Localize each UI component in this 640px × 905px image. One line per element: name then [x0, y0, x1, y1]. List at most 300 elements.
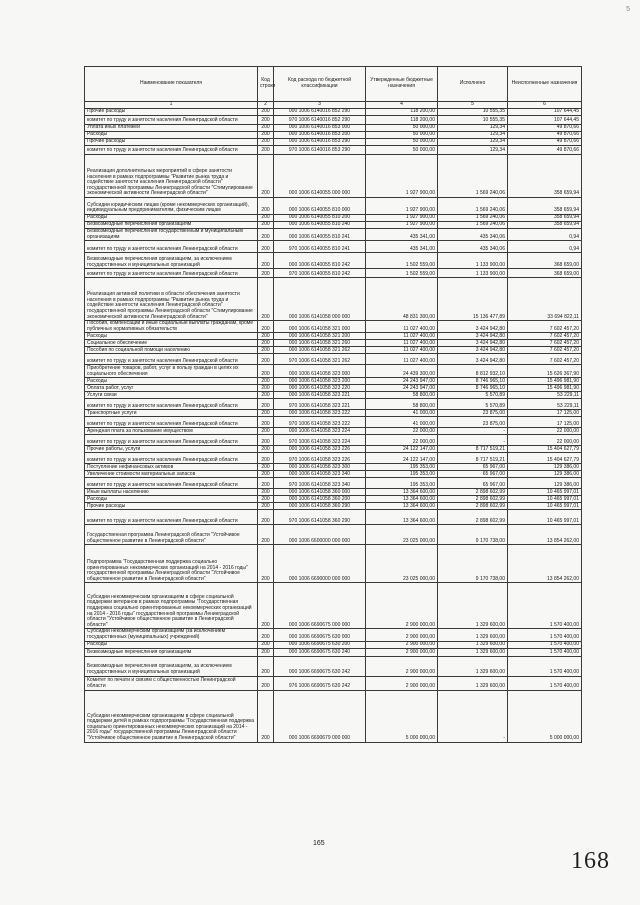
row-line-code: 200	[258, 378, 274, 385]
table-row	[85, 629, 582, 641]
table-row	[85, 435, 582, 446]
row-line-code: 200	[258, 222, 274, 229]
row-name: Расходы	[85, 641, 258, 648]
row-line-code: 200	[258, 132, 274, 139]
row-unexecuted: 13 854 262,00	[508, 525, 582, 545]
row-unexecuted: 1 570 400,00	[508, 676, 582, 690]
row-line-code: 200	[258, 545, 274, 583]
table-row	[85, 340, 582, 347]
row-unexecuted: 49 870,66	[508, 125, 582, 132]
row-unexecuted: 13 854 262,00	[508, 545, 582, 583]
column-number: 3	[274, 102, 366, 109]
row-unexecuted: 0,94	[508, 229, 582, 241]
row-approved: 24 122 147,00	[366, 453, 438, 464]
row-executed: 1 329 600,00	[438, 676, 508, 690]
table-row	[85, 676, 582, 690]
row-executed: 65 967,00	[438, 478, 508, 489]
row-executed: 8 746 965,10	[438, 385, 508, 392]
row-kbk: 000 1006 6141058 323 340	[274, 471, 366, 478]
row-line-code: 200	[258, 385, 274, 392]
table-row	[85, 641, 582, 648]
row-line-code: 200	[258, 354, 274, 365]
table-row	[85, 503, 582, 510]
row-line-code: 200	[258, 215, 274, 222]
row-line-code: 200	[258, 676, 274, 690]
row-approved: 2 900 000,00	[366, 629, 438, 641]
row-name: Транспортные услуги	[85, 410, 258, 417]
row-name: комитет по труду и занятости населения Ленинградской области	[85, 399, 258, 410]
row-kbk: 000 1006 6141058 360 290	[274, 503, 366, 510]
column-number: 6	[508, 102, 582, 109]
row-unexecuted: 368 659,00	[508, 269, 582, 278]
row-executed: 1 329 600,00	[438, 629, 508, 641]
row-executed: 2 898 602,99	[438, 510, 508, 525]
table-row	[85, 347, 582, 354]
table-header-row	[85, 67, 582, 102]
row-approved: 23 025 000,00	[366, 525, 438, 545]
column-number: 2	[258, 102, 274, 109]
row-kbk: 970 1006 6140055 810 242	[274, 269, 366, 278]
row-name: Прочие расходы	[85, 109, 258, 116]
table-row	[85, 446, 582, 453]
row-unexecuted: 7 602 457,20	[508, 340, 582, 347]
row-line-code: 200	[258, 253, 274, 269]
row-name: Субсидии некоммерческим организациям в сфере социальной поддержки детей в рамках подпрограммы "Государственная поддержка социально ориентированных некоммерческих организаций на 2014 - 2016 годы" государственной программы Ленинградской области "Устойчивое общественное развитие в Ленинградской области"	[85, 690, 258, 742]
table-row	[85, 198, 582, 215]
row-executed: 1 569 240,06	[438, 198, 508, 215]
row-kbk: 000 1006 6141058 323 000	[274, 365, 366, 378]
row-unexecuted: 49 870,66	[508, 132, 582, 139]
table-row	[85, 453, 582, 464]
row-kbk: 000 1006 6140016 853 000	[274, 125, 366, 132]
row-line-code: 200	[258, 241, 274, 253]
row-name: комитет по труду и занятости населения Ленинградской области	[85, 241, 258, 253]
table-row	[85, 155, 582, 198]
row-approved: 13 364 600,00	[366, 503, 438, 510]
row-executed: 65 967,00	[438, 471, 508, 478]
row-line-code: 200	[258, 496, 274, 503]
row-approved: 13 364 600,00	[366, 510, 438, 525]
table-row	[85, 428, 582, 435]
row-name: Увеличение стоимости материальных запасов	[85, 471, 258, 478]
table-row	[85, 139, 582, 146]
row-kbk: 000 1006 6140016 852 290	[274, 109, 366, 116]
row-kbk: 970 1006 6140016 852 290	[274, 116, 366, 125]
row-executed: 3 424 942,80	[438, 333, 508, 340]
row-kbk: 000 1006 6690000 000 000	[274, 545, 366, 583]
row-unexecuted: 10 465 997,01	[508, 510, 582, 525]
row-executed: 5 570,89	[438, 392, 508, 399]
row-name: Расходы	[85, 496, 258, 503]
row-executed: 1 569 240,06	[438, 222, 508, 229]
row-kbk: 000 1006 6140016 853 290	[274, 139, 366, 146]
row-executed: 8 812 932,10	[438, 365, 508, 378]
row-executed: 129,34	[438, 139, 508, 146]
row-executed: 1 329 600,00	[438, 656, 508, 676]
row-executed: 3 424 942,80	[438, 340, 508, 347]
row-line-code: 200	[258, 347, 274, 354]
table-row	[85, 478, 582, 489]
row-name: комитет по труду и занятости населения Ленинградской области	[85, 146, 258, 155]
row-unexecuted: 0,94	[508, 241, 582, 253]
row-kbk: 000 1006 6140016 853 200	[274, 132, 366, 139]
row-executed: 23 875,00	[438, 410, 508, 417]
row-executed: 8 717 519,21	[438, 453, 508, 464]
row-line-code: 200	[258, 648, 274, 656]
row-name: Расходы	[85, 333, 258, 340]
row-name: Прочие работы, услуги	[85, 446, 258, 453]
row-name: Субсидии некоммерческим организациям в сфере социальной поддержки ветеранов в рамках подпрограммы "Государственная поддержка социально ориентированных некоммерческих организаций на 2014 - 2016 годы" государственной программы Ленинградской области "Устойчивое общественное развитие в Ленинградской области"	[85, 583, 258, 629]
row-approved: 50 000,00	[366, 139, 438, 146]
row-approved: 2 900 000,00	[366, 656, 438, 676]
row-executed: 2 898 602,99	[438, 489, 508, 496]
row-executed: -	[438, 428, 508, 435]
row-kbk: 000 1006 6140055 810 240	[274, 222, 366, 229]
row-approved: 41 000,00	[366, 417, 438, 428]
row-approved: 24 122 147,00	[366, 446, 438, 453]
row-name: комитет по труду и занятости населения Ленинградской области	[85, 354, 258, 365]
row-executed: 10 555,35	[438, 109, 508, 116]
row-unexecuted: 15 496 981,90	[508, 378, 582, 385]
row-unexecuted: 49 870,66	[508, 146, 582, 155]
row-approved: 22 000,00	[366, 435, 438, 446]
row-name: комитет по труду и занятости населения Ленинградской области	[85, 269, 258, 278]
row-kbk: 976 1006 6690675 630 242	[274, 676, 366, 690]
row-name: Услуги связи	[85, 392, 258, 399]
header-approved: Утвержденные бюджетные назначения	[366, 67, 438, 102]
table-row	[85, 354, 582, 365]
row-unexecuted: 17 125,00	[508, 417, 582, 428]
row-approved: 24 243 947,00	[366, 378, 438, 385]
row-line-code: 200	[258, 489, 274, 496]
row-approved: 1 502 559,00	[366, 253, 438, 269]
row-line-code: 200	[258, 641, 274, 648]
row-line-code: 200	[258, 116, 274, 125]
row-kbk: 000 1006 6140055 000 000	[274, 155, 366, 198]
row-executed: 15 136 477,89	[438, 278, 508, 321]
row-unexecuted: 53 229,11	[508, 392, 582, 399]
row-approved: 24 439 300,00	[366, 365, 438, 378]
row-kbk: 000 1006 6140055 810 241	[274, 229, 366, 241]
table-row	[85, 510, 582, 525]
row-line-code: 200	[258, 410, 274, 417]
row-approved: 1 502 559,00	[366, 269, 438, 278]
row-approved: 118 200,00	[366, 109, 438, 116]
row-line-code: 200	[258, 155, 274, 198]
row-line-code: 200	[258, 139, 274, 146]
row-approved: 13 364 600,00	[366, 489, 438, 496]
row-executed: 129,34	[438, 125, 508, 132]
row-executed: 1 569 240,06	[438, 155, 508, 198]
row-unexecuted: 129 386,00	[508, 471, 582, 478]
row-executed: 129,34	[438, 132, 508, 139]
row-kbk: 000 1006 6690675 630 200	[274, 641, 366, 648]
row-unexecuted: 33 694 822,11	[508, 278, 582, 321]
row-kbk: 970 1006 6141058 360 290	[274, 510, 366, 525]
page-number: 165	[313, 840, 325, 847]
row-line-code: 200	[258, 125, 274, 132]
row-kbk: 970 1006 6140055 810 241	[274, 241, 366, 253]
row-line-code: 200	[258, 428, 274, 435]
row-executed: 1 133 900,00	[438, 253, 508, 269]
row-unexecuted: 15 496 981,90	[508, 385, 582, 392]
column-number: 1	[85, 102, 258, 109]
row-name: Расходы	[85, 378, 258, 385]
row-unexecuted: 129 386,00	[508, 478, 582, 489]
table-row	[85, 471, 582, 478]
table-row	[85, 410, 582, 417]
header-kbk: Код расхода по бюджетной классификации	[274, 67, 366, 102]
row-unexecuted: 5 000 000,00	[508, 690, 582, 742]
row-approved: 2 900 000,00	[366, 648, 438, 656]
row-unexecuted: 22 000,00	[508, 428, 582, 435]
row-kbk: 000 1006 6690679 000 000	[274, 690, 366, 742]
row-executed: 435 340,06	[438, 241, 508, 253]
row-unexecuted: 107 644,45	[508, 116, 582, 125]
row-unexecuted: 15 404 627,79	[508, 446, 582, 453]
row-unexecuted: 1 570 400,00	[508, 583, 582, 629]
row-line-code: 200	[258, 269, 274, 278]
row-name: Оплата работ, услуг	[85, 385, 258, 392]
row-approved: 58 800,00	[366, 392, 438, 399]
row-line-code: 200	[258, 399, 274, 410]
row-approved: 48 831 300,00	[366, 278, 438, 321]
row-name: Реализация активной политики в области обеспечения занятости населения в рамках подпрограммы "Развитие рынка труда и содействие занятости населения Ленинградской области" государственной программы Ленинградской области "Стимулирование экономической активности Ленинградской области"	[85, 278, 258, 321]
row-name: комитет по труду и занятости населения Ленинградской области	[85, 435, 258, 446]
row-name: комитет по труду и занятости населения Ленинградской области	[85, 417, 258, 428]
table-row	[85, 241, 582, 253]
column-number: 4	[366, 102, 438, 109]
row-unexecuted: 1 570 400,00	[508, 641, 582, 648]
row-approved: 11 027 400,00	[366, 321, 438, 333]
row-approved: 23 025 000,00	[366, 545, 438, 583]
row-unexecuted: 7 602 457,20	[508, 354, 582, 365]
row-approved: 2 900 000,00	[366, 583, 438, 629]
row-unexecuted: 53 229,11	[508, 399, 582, 410]
row-name: Прочие расходы	[85, 139, 258, 146]
row-executed: 5 570,89	[438, 399, 508, 410]
row-approved: 2 900 000,00	[366, 641, 438, 648]
row-kbk: 000 1006 6141058 321 262	[274, 347, 366, 354]
row-approved: 1 927 900,00	[366, 155, 438, 198]
row-kbk: 000 1006 6690675 630 000	[274, 629, 366, 641]
row-name: Расходы	[85, 215, 258, 222]
row-approved: 195 353,00	[366, 464, 438, 471]
row-kbk: 000 1006 6141058 000 000	[274, 278, 366, 321]
row-approved: 13 364 600,00	[366, 496, 438, 503]
table-row	[85, 648, 582, 656]
row-unexecuted: 1 570 400,00	[508, 656, 582, 676]
row-approved: 435 341,00	[366, 241, 438, 253]
row-line-code: 200	[258, 446, 274, 453]
row-name: комитет по труду и занятости населения Ленинградской области	[85, 116, 258, 125]
table-row	[85, 656, 582, 676]
row-line-code: 200	[258, 453, 274, 464]
table-row	[85, 321, 582, 333]
row-name: Подпрограмма "Государственная поддержка социально ориентированных некоммерческих организаций на 2014 - 2016 годы" государственной программы Ленинградской области "Устойчивое общественное развитие в Ленинградской области"	[85, 545, 258, 583]
row-approved: 435 341,00	[366, 229, 438, 241]
row-unexecuted: 358 659,94	[508, 222, 582, 229]
row-kbk: 970 1006 6141058 323 224	[274, 435, 366, 446]
row-kbk: 000 1006 6600000 000 000	[274, 525, 366, 545]
row-line-code: 200	[258, 109, 274, 116]
row-name: Арендная плата за пользование имуществом	[85, 428, 258, 435]
row-kbk: 970 1006 6141058 321 262	[274, 354, 366, 365]
row-unexecuted: 7 602 457,20	[508, 347, 582, 354]
row-approved: 1 927 900,00	[366, 215, 438, 222]
row-kbk: 970 1006 6141058 323 340	[274, 478, 366, 489]
row-executed: 23 875,00	[438, 417, 508, 428]
row-name: Социальное обеспечение	[85, 340, 258, 347]
table-row	[85, 385, 582, 392]
table-row	[85, 583, 582, 629]
table-row	[85, 365, 582, 378]
row-executed: 435 340,06	[438, 229, 508, 241]
row-unexecuted: 10 465 997,01	[508, 496, 582, 503]
row-name: Приобретение товаров, работ, услуг в пользу граждан в целях их социального обеспечения	[85, 365, 258, 378]
row-line-code: 200	[258, 478, 274, 489]
row-name: Безвозмездные перечисления организациям	[85, 648, 258, 656]
row-approved: 41 000,00	[366, 410, 438, 417]
row-line-code: 200	[258, 340, 274, 347]
table-row	[85, 278, 582, 321]
row-approved: 1 927 900,00	[366, 198, 438, 215]
row-unexecuted: 1 570 400,00	[508, 648, 582, 656]
row-executed: 1 569 240,06	[438, 215, 508, 222]
row-unexecuted: 17 125,00	[508, 410, 582, 417]
row-line-code: 200	[258, 503, 274, 510]
row-approved: 195 353,00	[366, 471, 438, 478]
table-row	[85, 109, 582, 116]
row-name: Прочие расходы	[85, 503, 258, 510]
table-row	[85, 253, 582, 269]
row-line-code: 200	[258, 583, 274, 629]
row-unexecuted: 7 602 457,20	[508, 321, 582, 333]
row-executed: 10 555,35	[438, 116, 508, 125]
header-code: Код строки	[258, 67, 274, 102]
row-name: Государственная программа Ленинградской области "Устойчивое общественное развитие в Ленинградской области"	[85, 525, 258, 545]
row-line-code: 200	[258, 198, 274, 215]
row-line-code: 200	[258, 417, 274, 428]
row-line-code: 200	[258, 510, 274, 525]
row-line-code: 200	[258, 690, 274, 742]
row-kbk: 970 1006 6141058 323 222	[274, 417, 366, 428]
row-name: Безвозмездные перечисления организациям	[85, 222, 258, 229]
row-name: Поступление нефинансовых активов	[85, 464, 258, 471]
table-row	[85, 146, 582, 155]
row-kbk: 000 1006 6141058 323 226	[274, 446, 366, 453]
row-kbk: 970 1006 6141058 323 226	[274, 453, 366, 464]
row-unexecuted: 358 659,94	[508, 155, 582, 198]
row-line-code: 200	[258, 656, 274, 676]
row-executed: 2 898 602,99	[438, 496, 508, 503]
row-approved: 5 000 000,00	[366, 690, 438, 742]
table-row	[85, 269, 582, 278]
row-executed: -	[438, 690, 508, 742]
table-row	[85, 229, 582, 241]
row-unexecuted: 1 570 400,00	[508, 629, 582, 641]
row-approved: 50 000,00	[366, 132, 438, 139]
header-executed: Исполнено	[438, 67, 508, 102]
row-executed: 9 170 738,00	[438, 545, 508, 583]
row-kbk: 000 1006 6141058 360 000	[274, 489, 366, 496]
row-kbk: 000 1006 6141058 323 200	[274, 378, 366, 385]
row-kbk: 000 1006 6141058 321 000	[274, 321, 366, 333]
row-executed: 8 746 965,10	[438, 378, 508, 385]
row-line-code: 200	[258, 146, 274, 155]
row-approved: 50 000,00	[366, 146, 438, 155]
row-executed: 129,34	[438, 146, 508, 155]
row-unexecuted: 10 465 997,01	[508, 503, 582, 510]
table-row	[85, 392, 582, 399]
row-unexecuted: 15 404 627,79	[508, 453, 582, 464]
row-approved: 58 800,00	[366, 399, 438, 410]
row-kbk: 000 1006 6141058 323 221	[274, 392, 366, 399]
row-executed: 1 329 600,00	[438, 641, 508, 648]
row-line-code: 200	[258, 365, 274, 378]
row-kbk: 000 1006 6141058 323 220	[274, 385, 366, 392]
table-row	[85, 333, 582, 340]
row-name: Безвозмездные перечисления организациям, за исключением государственных и муниципальных организаций	[85, 253, 258, 269]
row-kbk: 000 1006 6140055 810 242	[274, 253, 366, 269]
row-name: Безвозмездные перечисления организациям, за исключением государственных и муниципальных организаций	[85, 656, 258, 676]
row-executed: 3 424 942,80	[438, 354, 508, 365]
row-unexecuted: 22 000,00	[508, 435, 582, 446]
row-executed: 2 898 602,99	[438, 503, 508, 510]
table-row	[85, 464, 582, 471]
row-kbk: 000 1006 6141058 323 300	[274, 464, 366, 471]
row-name: Расходы	[85, 132, 258, 139]
column-number: 5	[438, 102, 508, 109]
row-executed: 8 717 519,21	[438, 446, 508, 453]
table-row	[85, 489, 582, 496]
row-line-code: 200	[258, 471, 274, 478]
row-approved: 24 243 947,00	[366, 385, 438, 392]
header-unexecuted: Неисполненные назначения	[508, 67, 582, 102]
row-line-code: 200	[258, 392, 274, 399]
table-row	[85, 378, 582, 385]
row-kbk: 000 1006 6690675 630 240	[274, 648, 366, 656]
row-line-code: 200	[258, 321, 274, 333]
row-name: Реализация дополнительных мероприятий в сфере занятости населения в рамках подпрограммы "Развитие рынка труда и содействие занятости населения Ленинградской области" государственной программы Ленинградской области "Стимулирование экономической активности Ленинградской области"	[85, 155, 258, 198]
row-approved: 195 353,00	[366, 478, 438, 489]
budget-execution-table	[84, 66, 582, 743]
row-unexecuted: 49 870,66	[508, 139, 582, 146]
row-name: комитет по труду и занятости населения Ленинградской области	[85, 510, 258, 525]
row-line-code: 200	[258, 278, 274, 321]
row-unexecuted: 358 659,94	[508, 198, 582, 215]
row-kbk: 000 1006 6141058 321 200	[274, 333, 366, 340]
row-kbk: 000 1006 6141058 323 222	[274, 410, 366, 417]
row-executed: -	[438, 435, 508, 446]
row-executed: 1 329 600,00	[438, 583, 508, 629]
corner-mark: 5	[626, 6, 630, 13]
row-kbk: 000 1006 6141058 323 224	[274, 428, 366, 435]
table-row	[85, 690, 582, 742]
row-name: Субсидии юридическим лицам (кроме некоммерческих организаций), индивидуальным предпринимателям, физическим лицам	[85, 198, 258, 215]
row-approved: 2 900 000,00	[366, 676, 438, 690]
row-name: Уплата иных платежей	[85, 125, 258, 132]
row-executed: 3 424 942,80	[438, 347, 508, 354]
row-approved: 118 200,00	[366, 116, 438, 125]
row-approved: 1 927 900,00	[366, 222, 438, 229]
row-approved: 50 000,00	[366, 125, 438, 132]
row-executed: 9 170 738,00	[438, 525, 508, 545]
row-kbk: 000 1006 6141058 321 260	[274, 340, 366, 347]
table-row	[85, 525, 582, 545]
row-approved: 11 027 400,00	[366, 354, 438, 365]
row-name: Пособия по социальной помощи населению	[85, 347, 258, 354]
